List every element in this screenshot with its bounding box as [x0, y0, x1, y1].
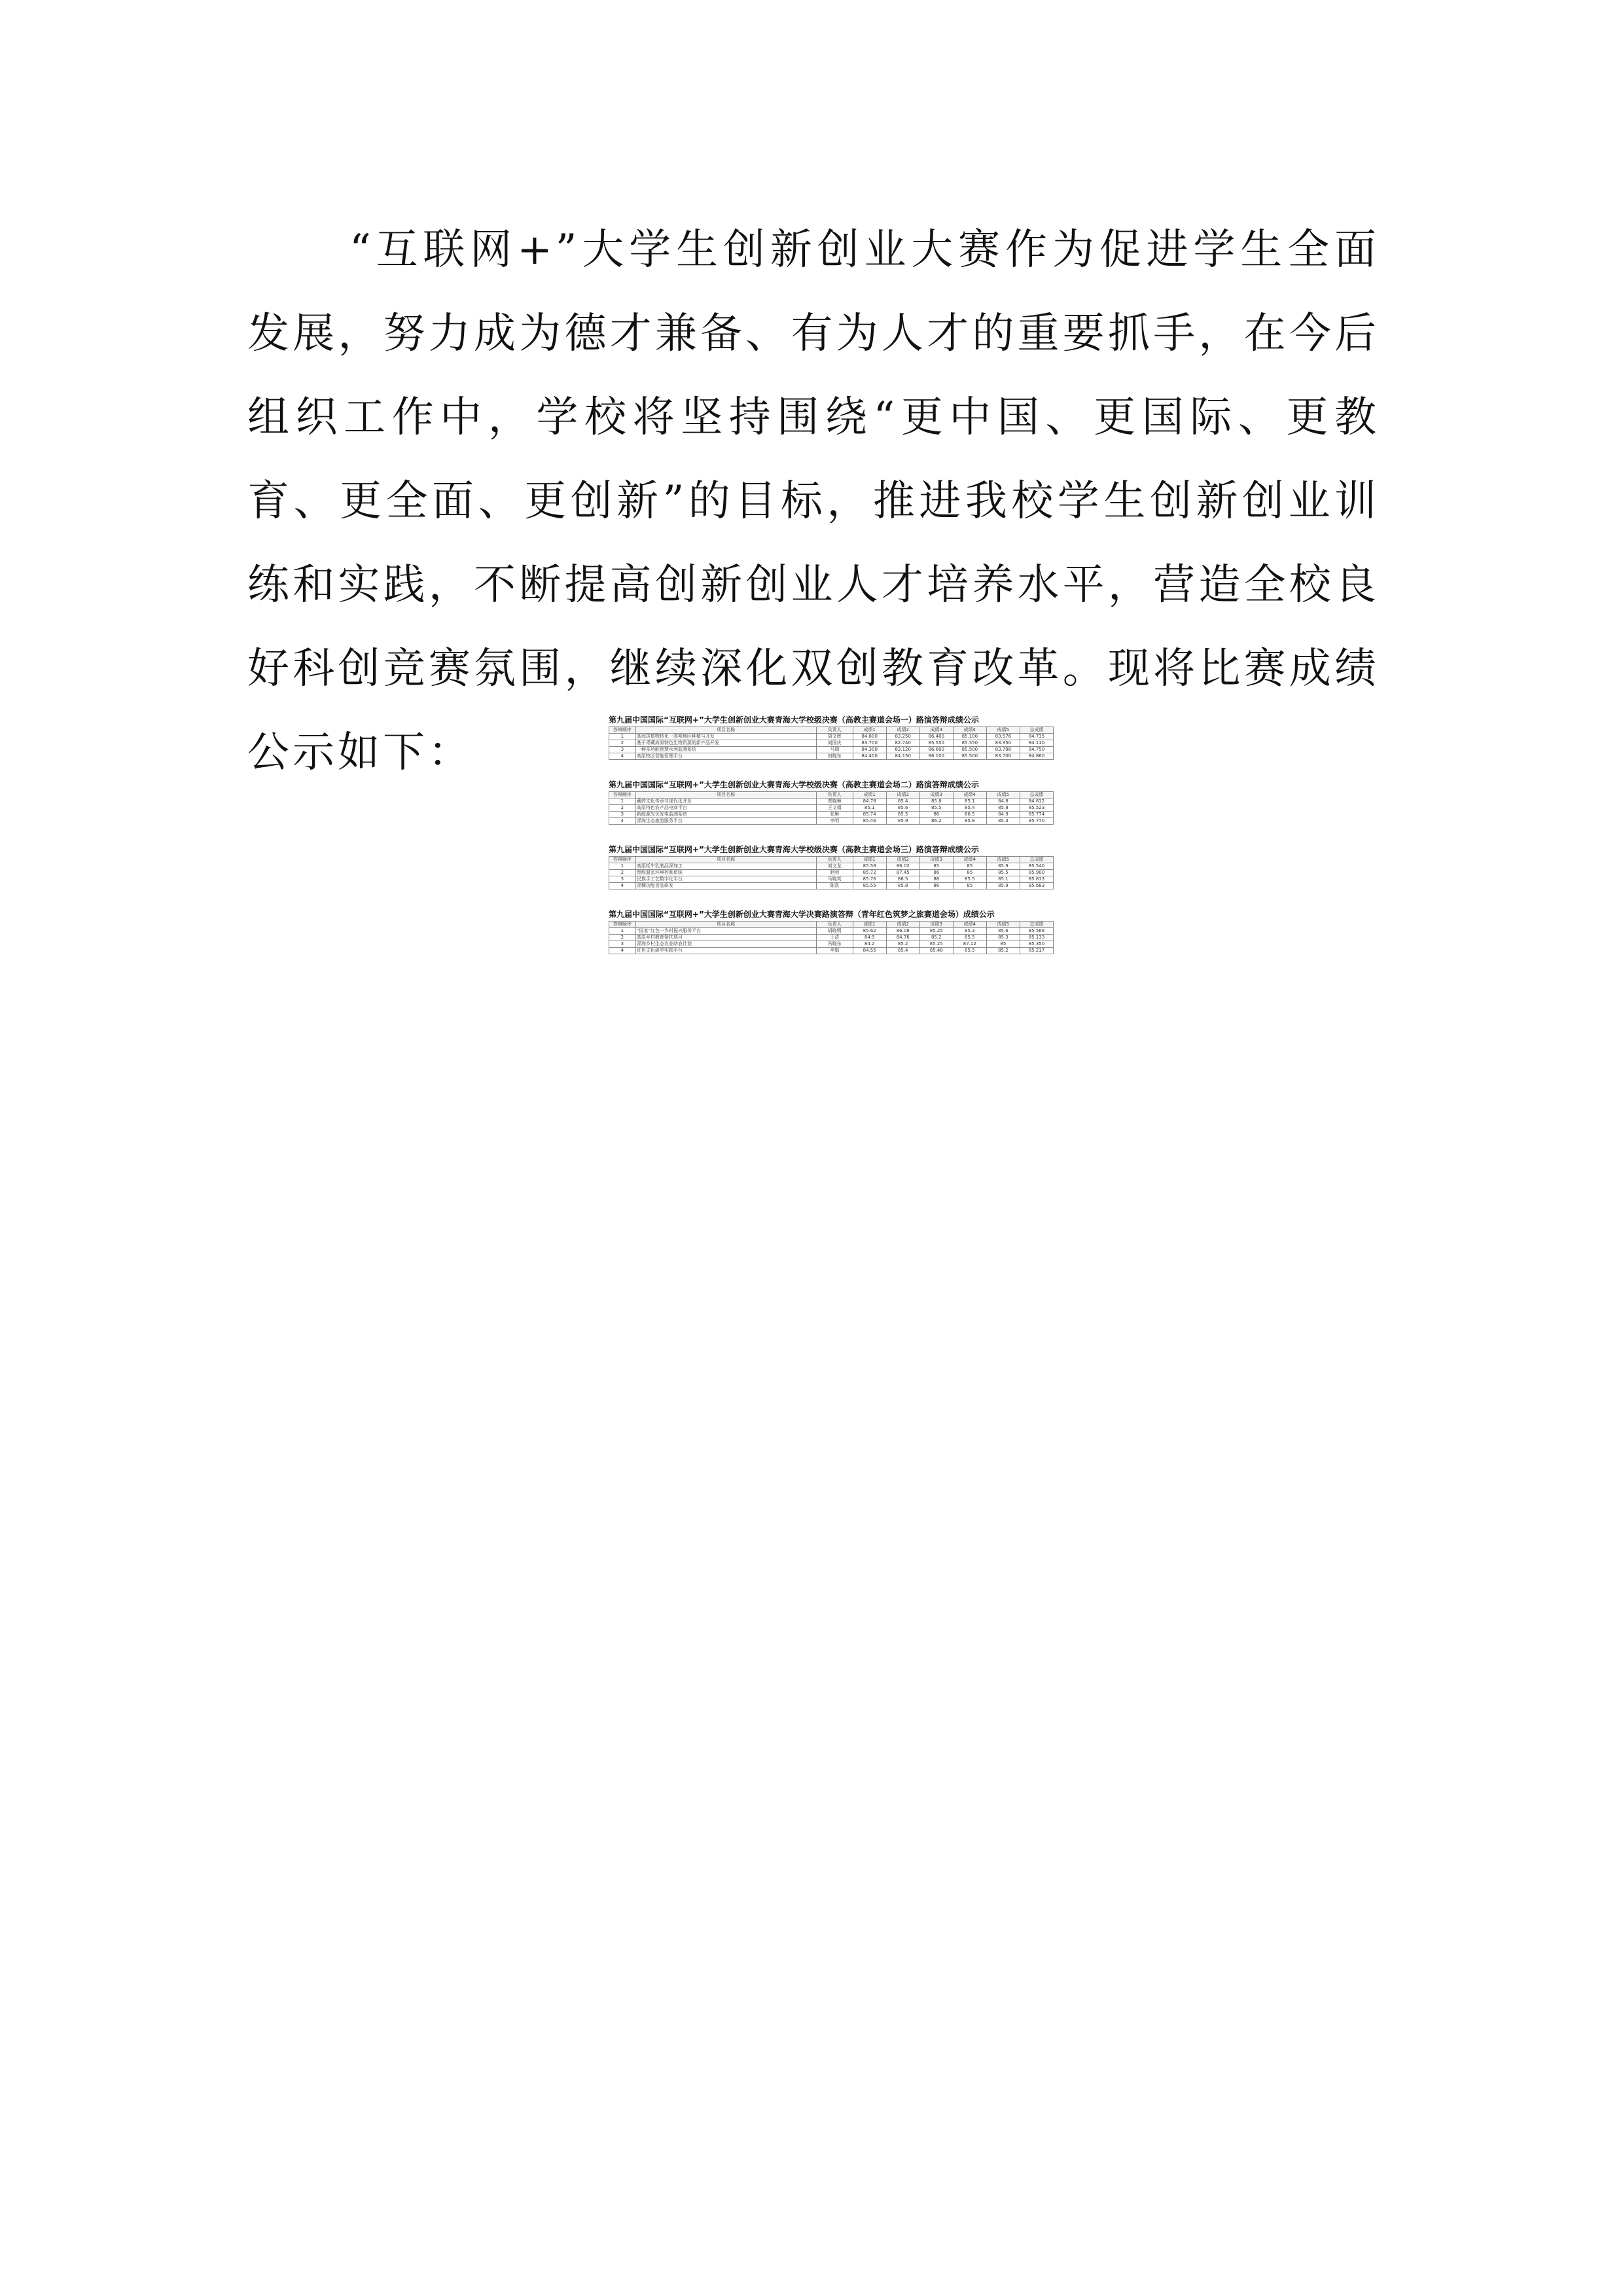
table-cell: 86.5	[953, 812, 986, 818]
table-cell: 82.740	[886, 740, 919, 747]
score-table-grid	[609, 726, 1054, 760]
table-cell: 高原乡村教育帮扶项目	[635, 935, 816, 941]
table-cell: 85.1	[953, 798, 986, 805]
table-cell: 85	[953, 883, 986, 889]
table-cell: 85.350	[1020, 941, 1053, 948]
table-cell: 85.550	[953, 740, 986, 747]
table-cell: 86.5	[886, 876, 919, 883]
column-header: 项目名称	[635, 857, 816, 863]
table-cell: 马晓英	[816, 876, 853, 883]
table-cell: 83.576	[986, 734, 1020, 740]
table-cell: 83.700	[853, 740, 886, 747]
table-cell: 1	[609, 734, 636, 740]
table-cell: 84.750	[1020, 747, 1053, 753]
table-cell: 王文娟	[816, 805, 853, 812]
table-row	[609, 948, 1054, 954]
table-cell: 马瑞	[816, 747, 853, 753]
score-table-caption: 第九届中国国际“互联网+”大学生创新创业大赛青海大学校级决赛（高教主赛道会场二）路演答辩成绩公示	[609, 780, 979, 789]
table-row	[609, 734, 1054, 740]
table-cell: 85.1	[986, 876, 1020, 883]
score-table-grid	[609, 791, 1054, 825]
table-cell: 3	[609, 812, 636, 818]
table-cell: 84.800	[853, 734, 886, 740]
table-row	[609, 798, 1054, 805]
table-cell: 一种多功能智慧水利监测系统	[635, 747, 816, 753]
table-cell: 1	[609, 928, 636, 935]
table-cell: 84.150	[886, 753, 919, 760]
table-cell: 李明	[816, 818, 853, 825]
table-cell: 85	[986, 941, 1020, 948]
table-cell: 85.3	[986, 935, 1020, 941]
table-cell: 86.2	[919, 818, 953, 825]
table-cell: 84.2	[853, 941, 886, 948]
table-cell: 85.8	[919, 798, 953, 805]
table-cell: 刘文龙	[816, 863, 853, 870]
table-cell: 85.25	[919, 941, 953, 948]
table-cell: 青海乡村生态农业助农计划	[635, 941, 816, 948]
table-cell: 83.120	[886, 747, 919, 753]
column-header: 成绩3	[919, 922, 953, 928]
score-tables	[609, 713, 1054, 973]
table-cell: 高海拔植物转化一高寒地区种植与开发	[635, 734, 816, 740]
table-cell: 85.4	[953, 805, 986, 812]
table-cell: 84.9	[986, 812, 1020, 818]
table-header-row	[609, 792, 1054, 798]
column-header: 负责人	[816, 857, 853, 863]
table-cell: 王洁	[816, 935, 853, 941]
column-header: 成绩5	[986, 727, 1020, 734]
table-cell: 高原特色农产品电商平台	[635, 805, 816, 812]
table-cell: 85.683	[1020, 883, 1053, 889]
table-cell: 1	[609, 798, 636, 805]
table-row	[609, 812, 1054, 818]
table-row	[609, 870, 1054, 876]
table-cell: 85.6	[886, 805, 919, 812]
column-header: 答辩顺序	[609, 922, 636, 928]
score-table-2	[609, 778, 1054, 825]
table-cell: 85.100	[953, 734, 986, 740]
table-cell: 85.9	[886, 818, 919, 825]
table-cell: 冯晓东	[816, 941, 853, 948]
table-cell: 刘国庆	[816, 740, 853, 747]
table-cell: 85.9	[986, 863, 1020, 870]
table-cell: 胡晓明	[816, 928, 853, 935]
table-cell: 85.5	[919, 805, 953, 812]
column-header: 负责人	[816, 922, 853, 928]
column-header: 成绩2	[886, 857, 919, 863]
score-table-grid	[609, 921, 1054, 954]
table-cell: 李娟	[816, 948, 853, 954]
table-cell: 新能源光伏发电监测系统	[635, 812, 816, 818]
table-cell: 85.3	[953, 928, 986, 935]
column-header: 成绩5	[986, 792, 1020, 798]
table-cell: 青稞功能食品研发	[635, 883, 816, 889]
table-cell: 4	[609, 883, 636, 889]
column-header: 成绩1	[853, 857, 886, 863]
table-cell: 85.568	[1020, 928, 1053, 935]
column-header: 成绩3	[919, 792, 953, 798]
table-cell: 85.5	[953, 948, 986, 954]
column-header: 答辩顺序	[609, 727, 636, 734]
table-cell: 85.58	[853, 863, 886, 870]
table-cell: 84.400	[853, 753, 886, 760]
table-cell: 86.02	[886, 863, 919, 870]
table-cell: 84.78	[853, 798, 886, 805]
table-cell: 84.735	[1020, 734, 1053, 740]
column-header: 成绩2	[886, 792, 919, 798]
table-cell: 84.812	[1020, 798, 1053, 805]
table-cell: 陈凯	[816, 883, 853, 889]
table-cell: 85.523	[1020, 805, 1053, 812]
table-cell: 85.8	[886, 883, 919, 889]
table-cell: 84.55	[853, 948, 886, 954]
column-header: 总成绩	[1020, 792, 1053, 798]
column-header: 项目名称	[635, 727, 816, 734]
table-cell: 85.500	[953, 753, 986, 760]
table-cell: 85.46	[853, 818, 886, 825]
table-header-row	[609, 727, 1054, 734]
table-cell: 85.74	[853, 812, 886, 818]
table-cell: 84.9	[853, 935, 886, 941]
table-cell: 85.900	[1020, 870, 1053, 876]
table-cell: 85.5	[953, 935, 986, 941]
table-cell: 智能温室环境控制系统	[635, 870, 816, 876]
table-cell: 83.350	[986, 740, 1020, 747]
score-table-caption: 第九届中国国际“互联网+”大学生创新创业大赛青海大学校级决赛（高教主赛道会场一）路演答辩成绩公示	[609, 715, 979, 725]
column-header: 成绩3	[919, 857, 953, 863]
table-row	[609, 935, 1054, 941]
table-cell: 83.700	[986, 753, 1020, 760]
table-cell: 高原牧区智能管理平台	[635, 753, 816, 760]
table-cell: 84.860	[1020, 753, 1053, 760]
table-cell: 张琳	[816, 812, 853, 818]
table-row	[609, 928, 1054, 935]
table-cell: 85.5	[986, 870, 1020, 876]
table-cell: 85	[953, 863, 986, 870]
score-table-caption: 第九届中国国际“互联网+”大学生创新创业大赛青海大学决赛路演答辩（青年红色筑梦之旅赛道会场）成绩公示	[609, 910, 995, 919]
table-cell: 3	[609, 747, 636, 753]
table-cell: 85.4	[886, 798, 919, 805]
table-cell: 83.798	[986, 747, 1020, 753]
table-cell: 4	[609, 948, 636, 954]
column-header: 成绩4	[953, 792, 986, 798]
table-cell: 4	[609, 818, 636, 825]
table-cell: 85.25	[919, 928, 953, 935]
table-cell: 84.110	[1020, 740, 1053, 747]
table-cell: 周文辉	[816, 734, 853, 740]
table-row	[609, 863, 1054, 870]
table-cell: 85.55	[853, 883, 886, 889]
table-cell: 86.400	[919, 734, 953, 740]
table-cell: 85.5	[886, 812, 919, 818]
column-header: 成绩4	[953, 727, 986, 734]
table-cell: 何晓东	[816, 753, 853, 760]
column-header: 总成绩	[1020, 727, 1053, 734]
table-cell: 85.8	[953, 818, 986, 825]
table-cell: “国家”红色一乡村振兴服务平台	[635, 928, 816, 935]
table-cell: 85.6	[986, 928, 1020, 935]
column-header: 成绩4	[953, 922, 986, 928]
table-cell: 红色文化研学实践平台	[635, 948, 816, 954]
table-cell: 85.72	[853, 870, 886, 876]
table-cell: 民族手工艺数字化平台	[635, 876, 816, 883]
table-cell: 84.300	[853, 747, 886, 753]
announcement-paragraph: “互联网+”大学生创新创业大赛作为促进学生全面发展，努力成为德才兼备、有为人才的重要抓手，在今后组织工作中，学校将坚持围绕“更中国、更国际、更教育、更全面、更创新”的目标，推进我校学生创新创业训练和实践，不断提高创新创业人才培养水平，营造全校良好科创竞赛氛围，继续深化双创教育改革。现将比赛成绩公示如下：	[247, 226, 1380, 777]
table-cell: 85.813	[1020, 876, 1053, 883]
table-cell: 85.770	[1020, 818, 1053, 825]
table-cell: 85.8	[986, 805, 1020, 812]
table-cell: 85.500	[953, 747, 986, 753]
table-cell: 85.3	[986, 818, 1020, 825]
table-cell: 86	[919, 876, 953, 883]
table-cell: 86.08	[886, 928, 919, 935]
column-header: 成绩1	[853, 922, 886, 928]
table-cell: 85.217	[1020, 948, 1053, 954]
column-header: 成绩1	[853, 727, 886, 734]
table-row	[609, 747, 1054, 753]
column-header: 成绩2	[886, 727, 919, 734]
table-cell: 2	[609, 870, 636, 876]
table-cell: 赵明	[816, 870, 853, 876]
table-cell: 85.5	[953, 876, 986, 883]
table-cell: 85.9	[986, 883, 1020, 889]
column-header: 项目名称	[635, 922, 816, 928]
column-header: 成绩2	[886, 922, 919, 928]
score-table-caption: 第九届中国国际“互联网+”大学生创新创业大赛青海大学校级决赛（高教主赛道会场三）路演答辩成绩公示	[609, 845, 979, 854]
table-row	[609, 883, 1054, 889]
table-cell: 85	[953, 870, 986, 876]
table-cell: 86.100	[919, 753, 953, 760]
column-header: 成绩5	[986, 922, 1020, 928]
column-header: 答辩顺序	[609, 792, 636, 798]
column-header: 答辩顺序	[609, 857, 636, 863]
table-header-row	[609, 922, 1054, 928]
table-cell: 85.2	[919, 935, 953, 941]
score-table-3	[609, 843, 1054, 889]
column-header: 总成绩	[1020, 857, 1053, 863]
table-cell: 藏药文化传承与现代化开发	[635, 798, 816, 805]
table-row	[609, 941, 1054, 948]
score-table-1	[609, 713, 1054, 760]
table-row	[609, 818, 1054, 825]
table-cell: 85.62	[853, 928, 886, 935]
table-cell: 2	[609, 935, 636, 941]
table-cell: 青海生态旅游服务平台	[635, 818, 816, 825]
table-cell: 87.12	[953, 941, 986, 948]
table-cell: 基于青藏高原特色生物资源的新产品开发	[635, 740, 816, 747]
score-table-4	[609, 908, 1054, 954]
table-cell: 85.133	[1020, 935, 1053, 941]
table-cell: 高原牦牛乳制品深加工	[635, 863, 816, 870]
table-cell: 85.4	[886, 948, 919, 954]
table-cell: 贾晓琳	[816, 798, 853, 805]
table-header-row	[609, 857, 1054, 863]
table-cell: 85	[919, 863, 953, 870]
table-cell: 85.774	[1020, 812, 1053, 818]
column-header: 成绩5	[986, 857, 1020, 863]
column-header: 成绩4	[953, 857, 986, 863]
table-row	[609, 876, 1054, 883]
table-cell: 83.250	[886, 734, 919, 740]
table-cell: 3	[609, 941, 636, 948]
table-cell: 2	[609, 805, 636, 812]
table-cell: 85.48	[919, 948, 953, 954]
column-header: 项目名称	[635, 792, 816, 798]
table-cell: 86	[919, 812, 953, 818]
table-cell: 86.600	[919, 747, 953, 753]
table-cell: 1	[609, 863, 636, 870]
table-cell: 3	[609, 876, 636, 883]
table-row	[609, 740, 1054, 747]
table-cell: 85.76	[853, 876, 886, 883]
table-cell: 85.2	[886, 941, 919, 948]
score-table-grid	[609, 856, 1054, 889]
table-cell: 85.540	[1020, 863, 1053, 870]
column-header: 成绩3	[919, 727, 953, 734]
table-cell: 85.550	[919, 740, 953, 747]
column-header: 负责人	[816, 792, 853, 798]
table-row	[609, 753, 1054, 760]
table-cell: 84.8	[986, 798, 1020, 805]
column-header: 成绩1	[853, 792, 886, 798]
table-cell: 87.45	[886, 870, 919, 876]
column-header: 负责人	[816, 727, 853, 734]
table-row	[609, 805, 1054, 812]
table-cell: 85.2	[986, 948, 1020, 954]
table-cell: 2	[609, 740, 636, 747]
table-cell: 84.76	[886, 935, 919, 941]
table-cell: 85.1	[853, 805, 886, 812]
table-cell: 4	[609, 753, 636, 760]
column-header: 总成绩	[1020, 922, 1053, 928]
table-cell: 86	[919, 870, 953, 876]
table-cell: 86	[919, 883, 953, 889]
